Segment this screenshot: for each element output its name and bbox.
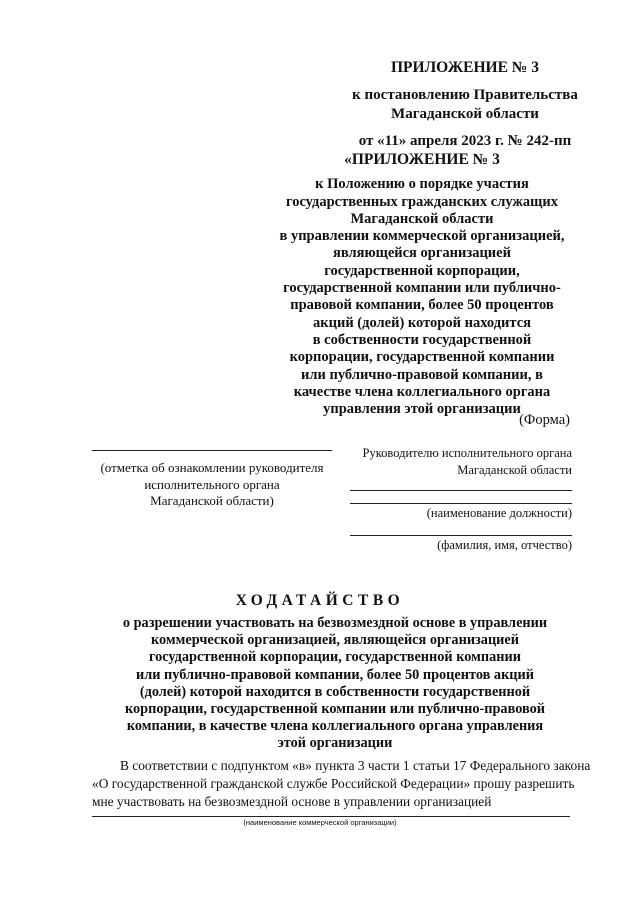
regulation-line: государственной корпорации, bbox=[324, 262, 520, 279]
body-line: мне участвовать на безвозмездной основе в управлении организацией bbox=[92, 794, 492, 809]
appendix-title: ПРИЛОЖЕНИЕ № 3 bbox=[391, 59, 539, 76]
regulation-line: государственной компании или публично- bbox=[283, 280, 561, 297]
body-line: В соответствии с подпунктом «в» пункта 3 части 1 статьи 17 Федерального закона bbox=[120, 758, 591, 773]
name-blank-line bbox=[350, 535, 572, 536]
addressee-block bbox=[350, 445, 572, 553]
appendix-header bbox=[330, 58, 600, 151]
name-caption: (фамилия, имя, отчество) bbox=[437, 537, 572, 552]
regulation-line: или публично-правовой компании, в bbox=[301, 366, 543, 383]
regulation-line: являющейся организацией bbox=[333, 245, 511, 262]
acknowledgement-signature-line bbox=[92, 450, 332, 451]
appendix-line: Магаданской области bbox=[391, 106, 539, 122]
subject-line: корпорации, государственной компании или публично-правовой bbox=[124, 701, 545, 718]
regulation-line: к Положению о порядке участия bbox=[315, 176, 529, 193]
position-caption: (наименование должности) bbox=[426, 506, 572, 520]
subject-line: или публично-правовой компании, более 50 процентов акций bbox=[135, 666, 535, 683]
regulation-line: акций (долей) которой находится bbox=[313, 314, 531, 331]
blank-line bbox=[350, 490, 572, 491]
regulation-line: государственных гражданских служащих bbox=[285, 193, 559, 210]
organization-blank-line bbox=[92, 816, 570, 817]
regulation-line: корпорации, государственной компании bbox=[289, 349, 555, 366]
appendix-date: от «11» апреля 2023 г. № 242-пп bbox=[358, 133, 572, 149]
subject-line: этой организации bbox=[277, 735, 393, 752]
subject-line: (долей) которой находится в собственности государственной bbox=[139, 683, 531, 700]
regulation-appendix-title: «ПРИЛОЖЕНИЕ № 3 bbox=[344, 151, 500, 168]
acknowledgement-caption: исполнительного органа bbox=[144, 476, 280, 492]
body-line: «О государственной гражданской службе Российской Федерации» прошу разрешить bbox=[92, 776, 575, 791]
form-label: (Форма) bbox=[519, 412, 570, 428]
regulation-line: Магаданской области bbox=[350, 210, 494, 227]
regulation-appendix-header bbox=[272, 151, 572, 418]
regulation-line: управления этой организации bbox=[323, 401, 521, 418]
regulation-line: в собственности государственной bbox=[312, 331, 532, 348]
organization-caption: (наименование коммерческой организации) bbox=[243, 818, 397, 827]
regulation-line: в управлении коммерческой организацией, bbox=[279, 228, 565, 245]
addressee-line: Руководителю исполнительного органа bbox=[362, 446, 572, 460]
subject-line: коммерческой организацией, являющейся организацией bbox=[150, 632, 520, 649]
regulation-line: качестве члена коллегиального органа bbox=[293, 383, 551, 400]
subject-line: государственной корпорации, государственной компании bbox=[148, 649, 522, 666]
subject-line: компании, в качестве члена коллегиального органа управления bbox=[126, 718, 544, 735]
addressee-line: Магаданской области bbox=[457, 462, 572, 477]
regulation-line: правовой компании, более 50 процентов bbox=[290, 297, 554, 314]
position-blank-line bbox=[350, 503, 572, 504]
petition-subject bbox=[100, 615, 570, 753]
petition-body bbox=[92, 757, 591, 811]
appendix-line: к постановлению Правительства bbox=[352, 87, 578, 103]
petition-heading: ХОДАТАЙСТВО bbox=[235, 592, 405, 609]
subject-line: о разрешении участвовать на безвозмездной основе в управлении bbox=[122, 615, 548, 631]
acknowledgement-caption: (отметка об ознакомлении руководителя bbox=[100, 460, 324, 475]
acknowledgement-caption: Магаданской области) bbox=[150, 493, 274, 508]
acknowledgement-mark-block bbox=[92, 450, 332, 510]
addressee bbox=[350, 445, 572, 478]
